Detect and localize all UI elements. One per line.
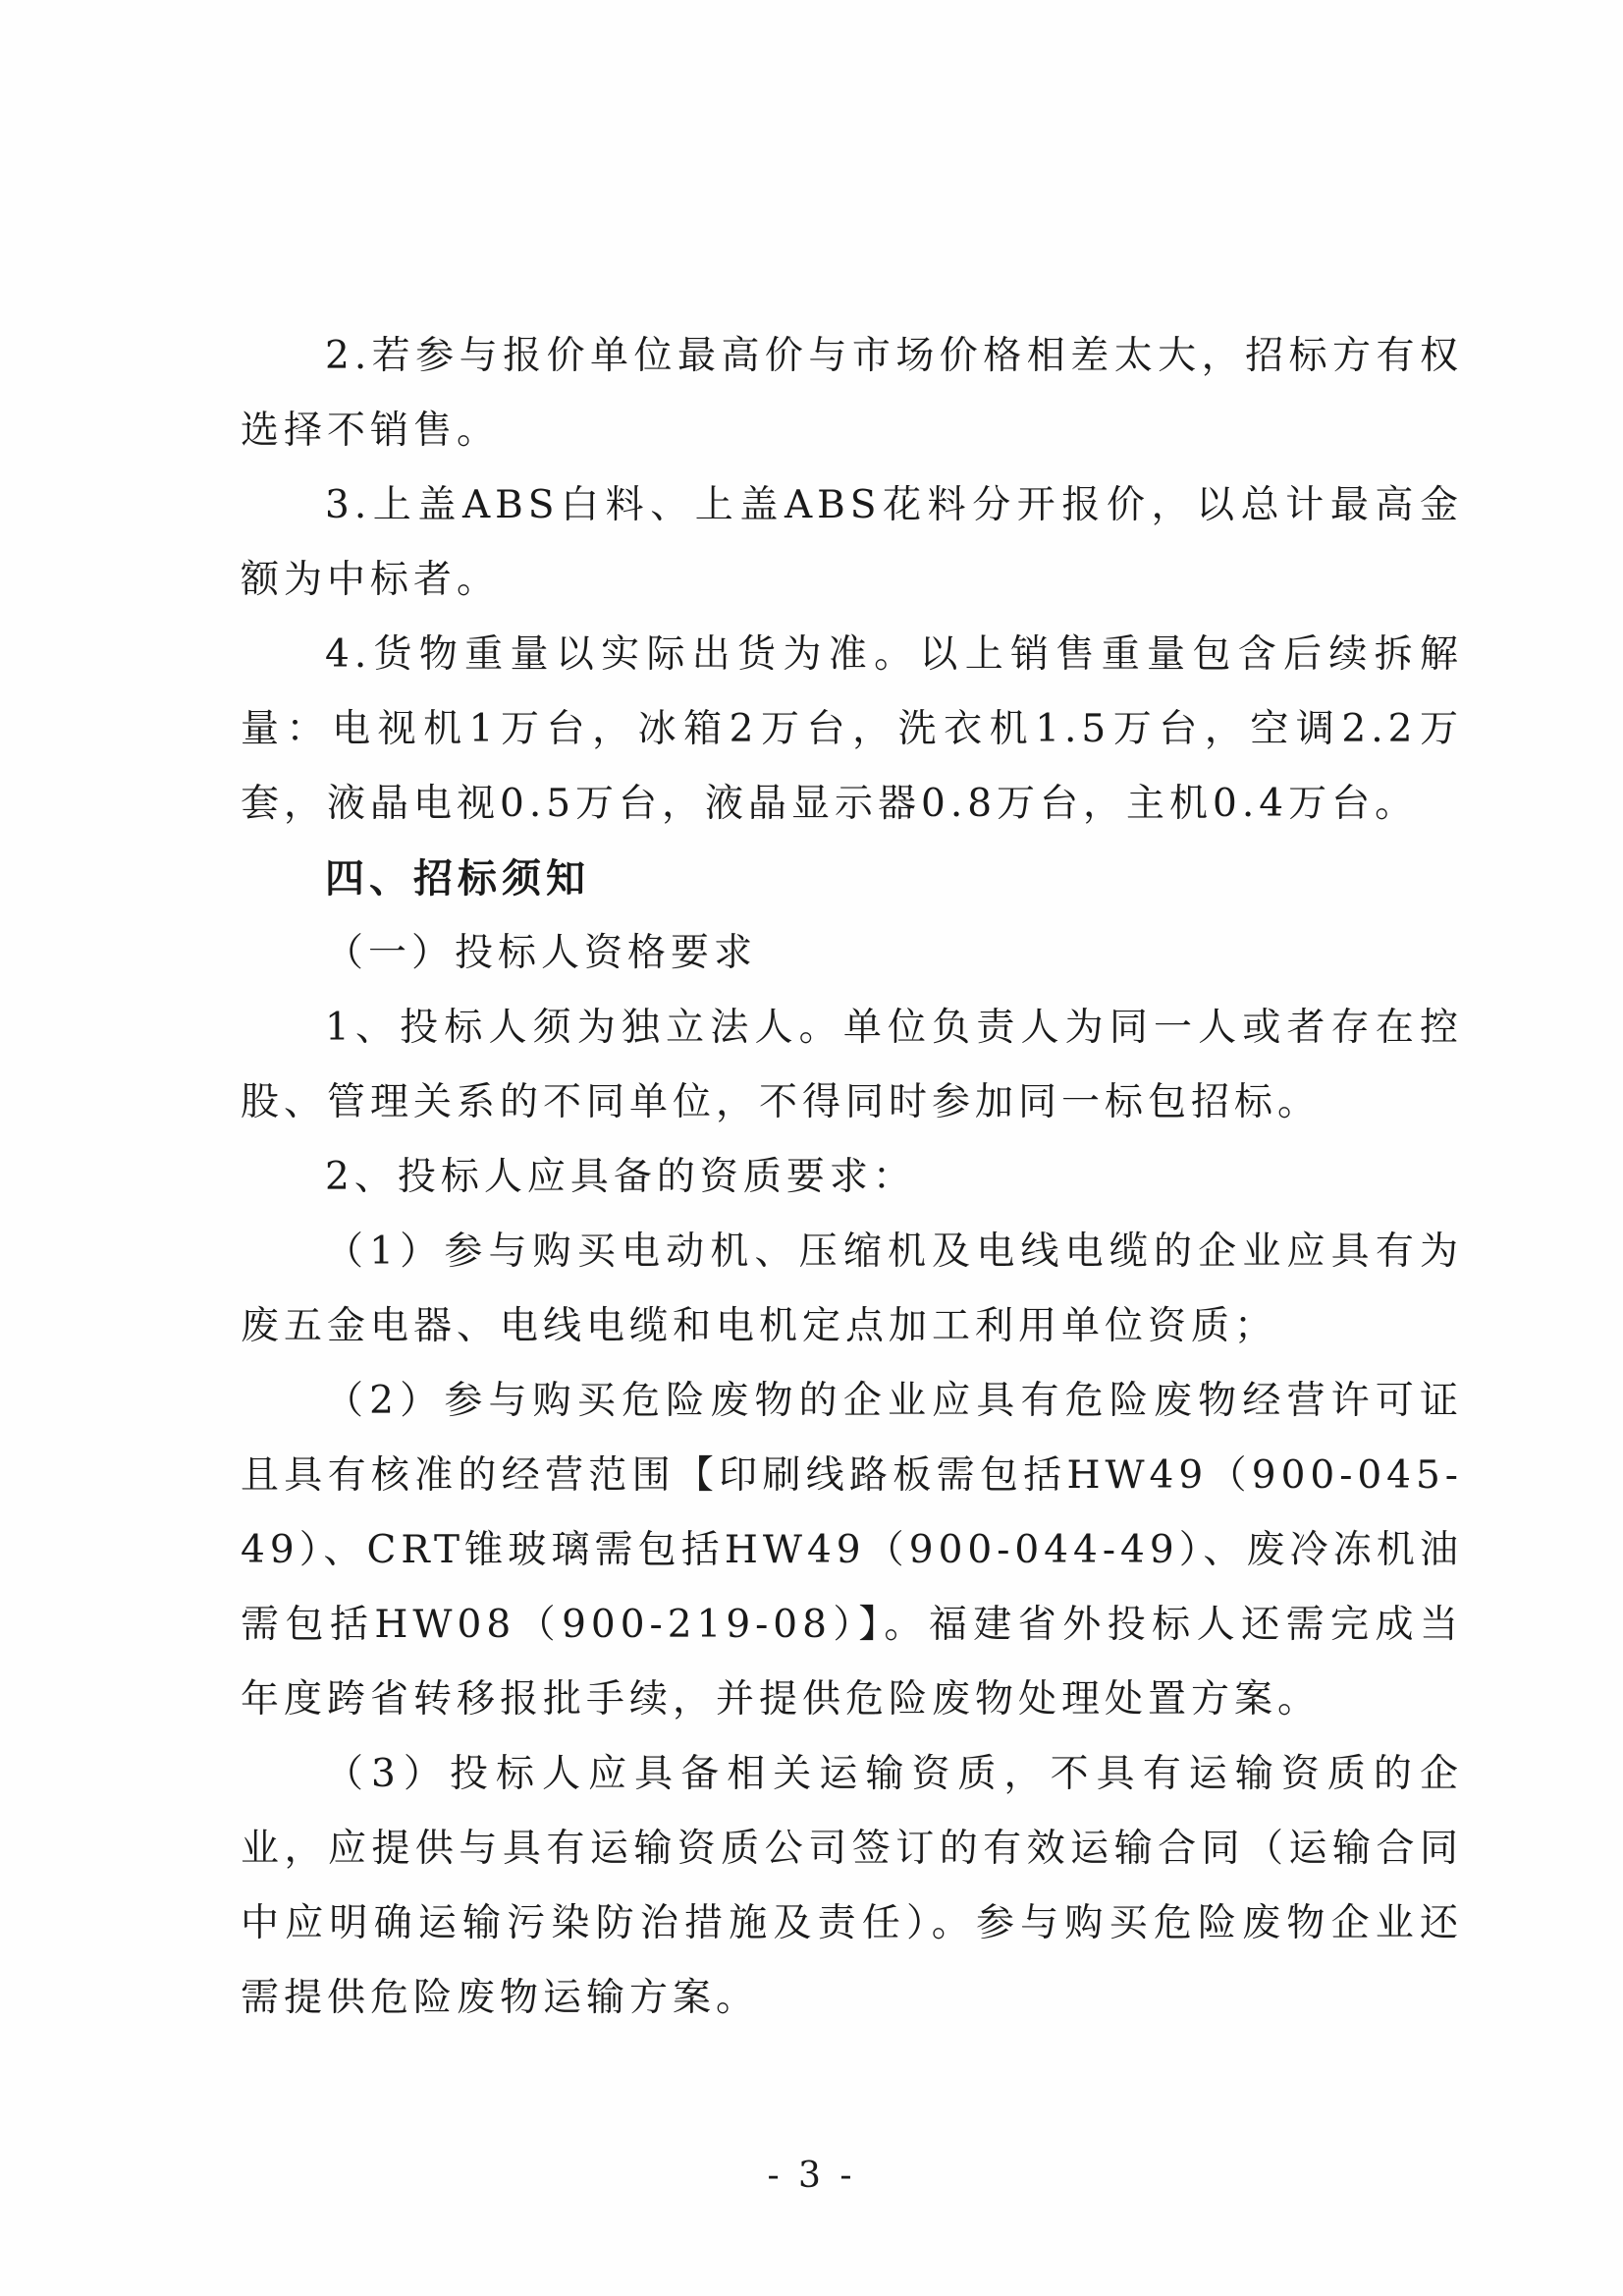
requirement-2-1: （1）参与购买电动机、压缩机及电线电缆的企业应具有为废五金电器、电线电缆和电机定点加工利用单位资质； [241,1230,1463,1348]
requirement-1: 1、投标人须为独立法人。单位负责人为同一人或者存在控股、管理关系的不同单位，不得同时参加同一标包招标。 [241,1006,1463,1124]
requirement-2: 2、投标人应具备的资质要求： [325,1155,916,1199]
paragraph-item-4: 4.货物重量以实际出货为准。以上销售重量包含后续拆解量：电视机1万台，冰箱2万台，洗衣机1.5万台，空调2.2万套，液晶电视0.5万台，液晶显示器0.8万台，主机0.4万台。 [241,632,1463,826]
requirement-2-2: （2）参与购买危险废物的企业应具有危险废物经营许可证且具有核准的经营范围【印刷线路板需包括HW49（900-045-49）、CRT锥玻璃需包括HW49（900-044-49）、废冷冻机油需包括HW08（900-219-08）】。福建省外投标人还需完成当年度跨省转移报批手续，并提供危险废物处理处置方案。 [241,1379,1463,1722]
paragraph-item-2: 2.若参与报价单位最高价与市场价格相差太大，招标方有权选择不销售。 [241,334,1463,453]
section-heading: 四、招标须知 [325,856,590,902]
requirement-2-3: （3）投标人应具备相关运输资质，不具有运输资质的企业，应提供与具有运输资质公司签订的有效运输合同（运输合同中应明确运输污染防治措施及责任）。参与购买危险废物企业还需提供危险废物运输方案。 [241,1752,1463,2020]
paragraph-item-3: 3.上盖ABS白料、上盖ABS花料分开报价，以总计最高金额为中标者。 [241,483,1463,602]
document-body [241,319,1463,2036]
page-number: - 3 - [767,2156,856,2196]
subsection-heading: （一）投标人资格要求 [325,931,758,975]
